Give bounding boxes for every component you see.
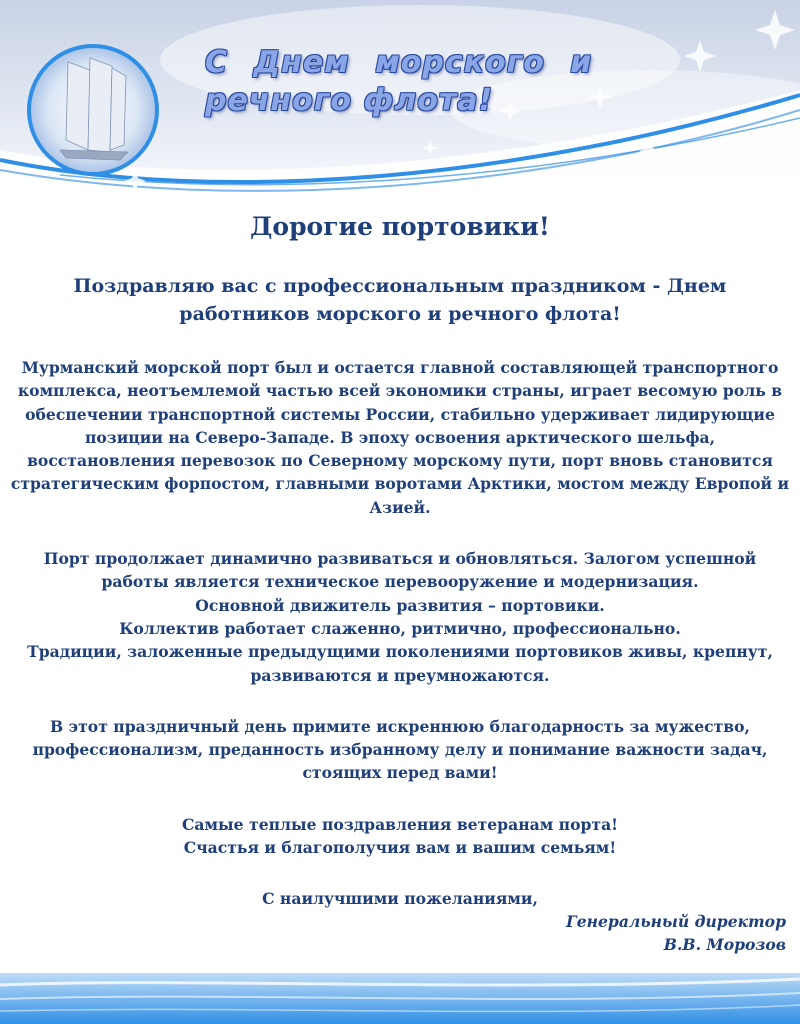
paragraph-wishes [2,813,798,860]
closing-text: С наилучшими пожеланиями, [262,889,538,909]
header-banner [0,0,800,215]
congratulation-subtitle [30,272,770,328]
title-line-1: С Днем морского и [205,45,593,80]
paragraph-port-role [2,356,798,519]
closing-line [2,887,798,910]
signature-block [566,910,786,956]
paragraph-line: профессионализм, преданность избранному делу и понимание важности задач, [32,740,768,760]
footer-wave [0,965,800,1024]
paragraph-line: Самые теплые поздравления ветеранам порта! [181,814,619,834]
paragraph-line: стоящих перед вами! [302,763,498,783]
paragraph-line: Азией. [369,497,431,517]
paragraph-line: Счастья и благополучия вам и вашим семьям! [183,838,617,858]
paragraph-line: позиции на Северо-Западе. В эпоху освоения арктического шельфа, [84,427,716,447]
subtitle-line-1: Поздравляю вас с профессиональным праздником - Днем [73,275,727,297]
paragraph-line: Порт продолжает динамично развиваться и обновляться. Залогом успешной [43,549,757,569]
subtitle-line-2: работников морского и речного флота! [179,303,621,325]
paragraph-line: Основной движитель развития – портовики. [195,595,605,615]
paragraph-development [2,547,798,687]
paragraph-gratitude [2,715,798,785]
paragraph-line: В этот праздничный день примите искреннюю благодарность за мужество, [50,716,750,736]
signature-position: Генеральный директор [565,912,786,931]
greeting-heading: Дорогие портовики! [250,212,550,241]
paragraph-line: комплекса, неотъемлемой частью всей экономики страны, играет весомую роль в [17,381,783,401]
paragraph-line: развиваются и преумножаются. [250,665,550,685]
title-line-2: речного флота! [205,83,494,118]
signature-name: В.В. Морозов [663,935,786,954]
letter-body [0,208,800,911]
paragraph-line: Коллектив работает слаженно, ритмично, профессионально. [119,618,681,638]
paragraph-line: Мурманский морской порт был и остается главной составляющей транспортного [21,358,779,377]
paragraph-line: восстановления перевозок по Северному морскому пути, порт вновь становится [27,451,773,471]
footer-wave-graphic [0,965,800,1024]
paragraph-line: обеспечении транспортной системы России, стабильно удерживает лидирующие [25,404,775,424]
page-title [205,44,625,120]
paragraph-line: работы является техническое перевооружение и модернизация. [101,572,699,592]
paragraph-line: Традиции, заложенные предыдущими поколениями портовиков живы, крепнут, [27,642,773,662]
paragraph-line: стратегическим форпостом, главными воротами Арктики, мостом между Европой и [10,474,790,494]
